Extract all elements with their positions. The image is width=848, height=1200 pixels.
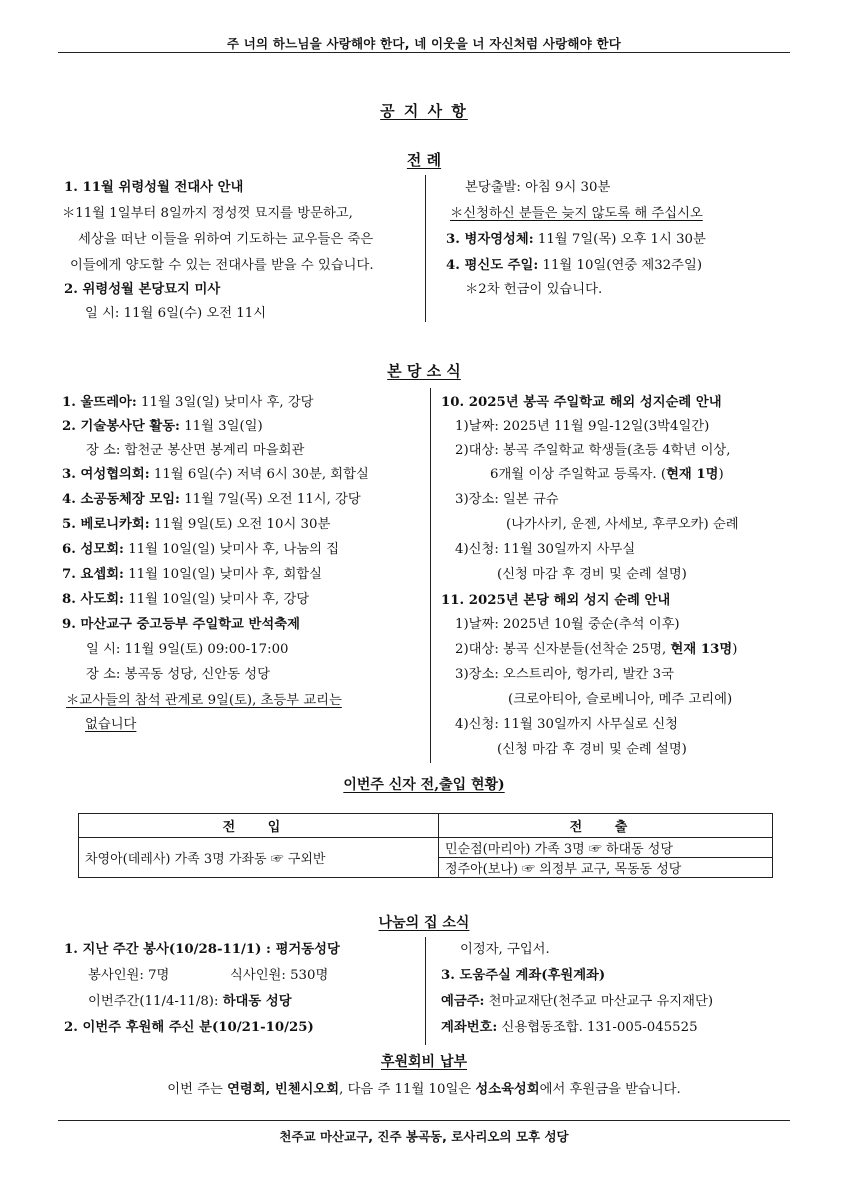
news-item-4: 4. 소공동체장 모임: 11월 7일(목) 오전 11시, 강당 [62, 492, 361, 507]
liturgy-item-4: 4. 평신도 주일: 11월 10일(연중 제32주일) [446, 258, 703, 273]
news-item-10-place: 3)장소: 일본 규슈 [455, 492, 559, 507]
news-item-2-place: 장 소: 합천군 봉산면 봉계리 마을회관 [86, 443, 305, 458]
liturgy-item-2: 2. 위령성월 본당묘지 미사 [64, 282, 221, 297]
news-item-9: 9. 마산교구 중고등부 주일학교 반석축제 [62, 617, 300, 632]
news-item-1: 1. 울뜨레아: 11월 3일(일) 낮미사 후, 강당 [62, 395, 314, 410]
liturgy-item-1: 1. 11월 위령성월 전대사 안내 [64, 180, 244, 195]
news-item-10-date: 1)날짜: 2025년 11월 9일-12일(3박4일간) [455, 419, 710, 434]
support-text: 이번 주는 연령회, 빈첸시오회, 다음 주 11월 10일은 성소육성회에서 후원금을 받습니다. [167, 1082, 681, 1097]
liturgy-note: ＊신청하신 분들은 늦지 않도록 해 주십시오 [450, 206, 703, 221]
transfer-in-header: 전 입 [79, 814, 439, 838]
transfer-out-header: 전 출 [439, 814, 773, 838]
liturgy-text: 일 시: 11월 6일(수) 오전 11시 [85, 306, 267, 321]
news-item-11-place: 3)장소: 오스트리아, 헝가리, 발칸 3국 [455, 667, 674, 682]
news-item-7: 7. 요셉회: 11월 10일(일) 낮미사 후, 회합실 [62, 567, 322, 582]
news-item-8: 8. 사도회: 11월 10일(일) 낮미사 후, 강당 [62, 592, 310, 607]
news-item-11-place: (크로아티아, 슬로베니아, 메주 고리에) [508, 692, 733, 707]
news-item-11-target: 2)대상: 봉곡 신자분들(선착순 25명, 현재 13명) [455, 642, 738, 657]
news-item-6: 6. 성모회: 11월 10일(일) 낮미사 후, 나눔의 집 [62, 542, 340, 557]
liturgy-text: 세상을 떠난 이들을 위하여 기도하는 교우들은 죽은 [78, 232, 374, 247]
liturgy-text: 이들에게 양도할 수 있는 전대사를 받을 수 있습니다. [70, 258, 374, 273]
news-item-9-place: 장 소: 봉곡동 성당, 신안동 성당 [86, 667, 270, 682]
sharing-volunteers: 봉사인원: 7명 [88, 968, 170, 983]
liturgy-title: 전 례 [406, 151, 442, 169]
news-item-2: 2. 기술봉사단 활동: 11월 3일(일) [62, 419, 263, 434]
news-item-10-target: 2)대상: 봉곡 주일학교 학생들(초등 4학년 이상, [455, 443, 731, 458]
news-item-10-place: (나가사키, 운젠, 사세보, 후쿠오카) 순례 [506, 517, 739, 532]
liturgy-column-divider [425, 175, 426, 322]
notice-title: 공 지 사 항 [380, 102, 468, 120]
sharing-item-3: 3. 도움주실 계좌(후원계좌) [441, 968, 606, 983]
footer-parish: 천주교 마산교구, 진주 봉곡동, 로사리오의 모후 성당 [279, 1129, 569, 1144]
footer-divider [58, 1120, 790, 1121]
liturgy-text: ＊11월 1일부터 8일까지 정성껏 묘지를 방문하고, [62, 206, 353, 221]
sharing-account-holder: 예금주: 천마교재단(천주교 마산교구 유지재단) [441, 994, 714, 1009]
sharing-item-1: 1. 지난 주간 봉사(10/28-11/1) : 평거동성당 [64, 942, 340, 957]
news-item-9-time: 일 시: 11월 9일(토) 09:00-17:00 [86, 642, 289, 657]
news-item-11-apply: (신청 마감 후 경비 및 순례 설명) [497, 742, 687, 757]
transfer-in-cell: 차영아(데레사) 가족 3명 가좌동 ☞ 구외반 [79, 838, 439, 878]
parish-news-title: 본 당 소 식 [387, 362, 461, 380]
sharing-account-number: 계좌번호: 신용협동조합. 131-005-045525 [441, 1020, 698, 1035]
news-item-10-apply: (신청 마감 후 경비 및 순례 설명) [497, 567, 687, 582]
sharing-this-week: 이번주간(11/4-11/8): 하대동 성당 [88, 994, 292, 1009]
parish-column-divider [430, 388, 431, 763]
transfer-out-cell: 정주아(보나) ☞ 의정부 교구, 목동동 성당 [439, 858, 773, 878]
sharing-column-divider [425, 937, 426, 1045]
sharing-donors: 이정자, 구입서. [460, 942, 550, 957]
news-item-3: 3. 여성협의회: 11월 6일(수) 저녁 6시 30분, 회합실 [62, 467, 369, 482]
news-item-11-apply: 4)신청: 11월 30일까지 사무실로 신청 [455, 717, 679, 732]
transfer-title: 이번주 신자 전,출입 현황) [343, 777, 505, 793]
header-motto: 주 너의 하느님을 사랑해야 한다, 네 이웃을 너 자신처럼 사랑해야 한다 [226, 36, 622, 51]
liturgy-text: 본당출발: 아침 9시 30분 [465, 180, 611, 195]
news-item-9-note: 없습니다 [85, 717, 137, 732]
transfer-out-cell: 민순점(마리아) 가족 3명 ☞ 하대동 성당 [439, 838, 773, 858]
liturgy-item-3: 3. 병자영성체: 11월 7일(목) 오후 1시 30분 [446, 232, 706, 247]
transfer-table [78, 813, 773, 878]
header-divider [58, 52, 790, 53]
news-item-10-apply: 4)신청: 11월 30일까지 사무실 [455, 542, 636, 557]
sharing-meals: 식사인원: 530명 [230, 968, 329, 983]
news-item-10: 10. 2025년 봉곡 주일학교 해외 성지순례 안내 [441, 395, 722, 410]
news-item-11: 11. 2025년 본당 해외 성지 순례 안내 [441, 593, 671, 608]
liturgy-text: ＊2차 헌금이 있습니다. [465, 282, 603, 297]
news-item-10-target: 6개월 이상 주일학교 등록자. (현재 1명) [490, 467, 724, 482]
news-item-9-note: ＊교사들의 참석 관계로 9일(토), 초등부 교리는 [66, 693, 342, 708]
sharing-item-2: 2. 이번주 후원해 주신 분(10/21-10/25) [64, 1020, 314, 1035]
sharing-title: 나눔의 집 소식 [378, 915, 470, 931]
support-title: 후원회비 납부 [380, 1054, 468, 1070]
news-item-11-date: 1)날짜: 2025년 10월 중순(추석 이후) [455, 617, 680, 632]
news-item-5: 5. 베로니카회: 11월 9일(토) 오전 10시 30분 [62, 517, 331, 532]
